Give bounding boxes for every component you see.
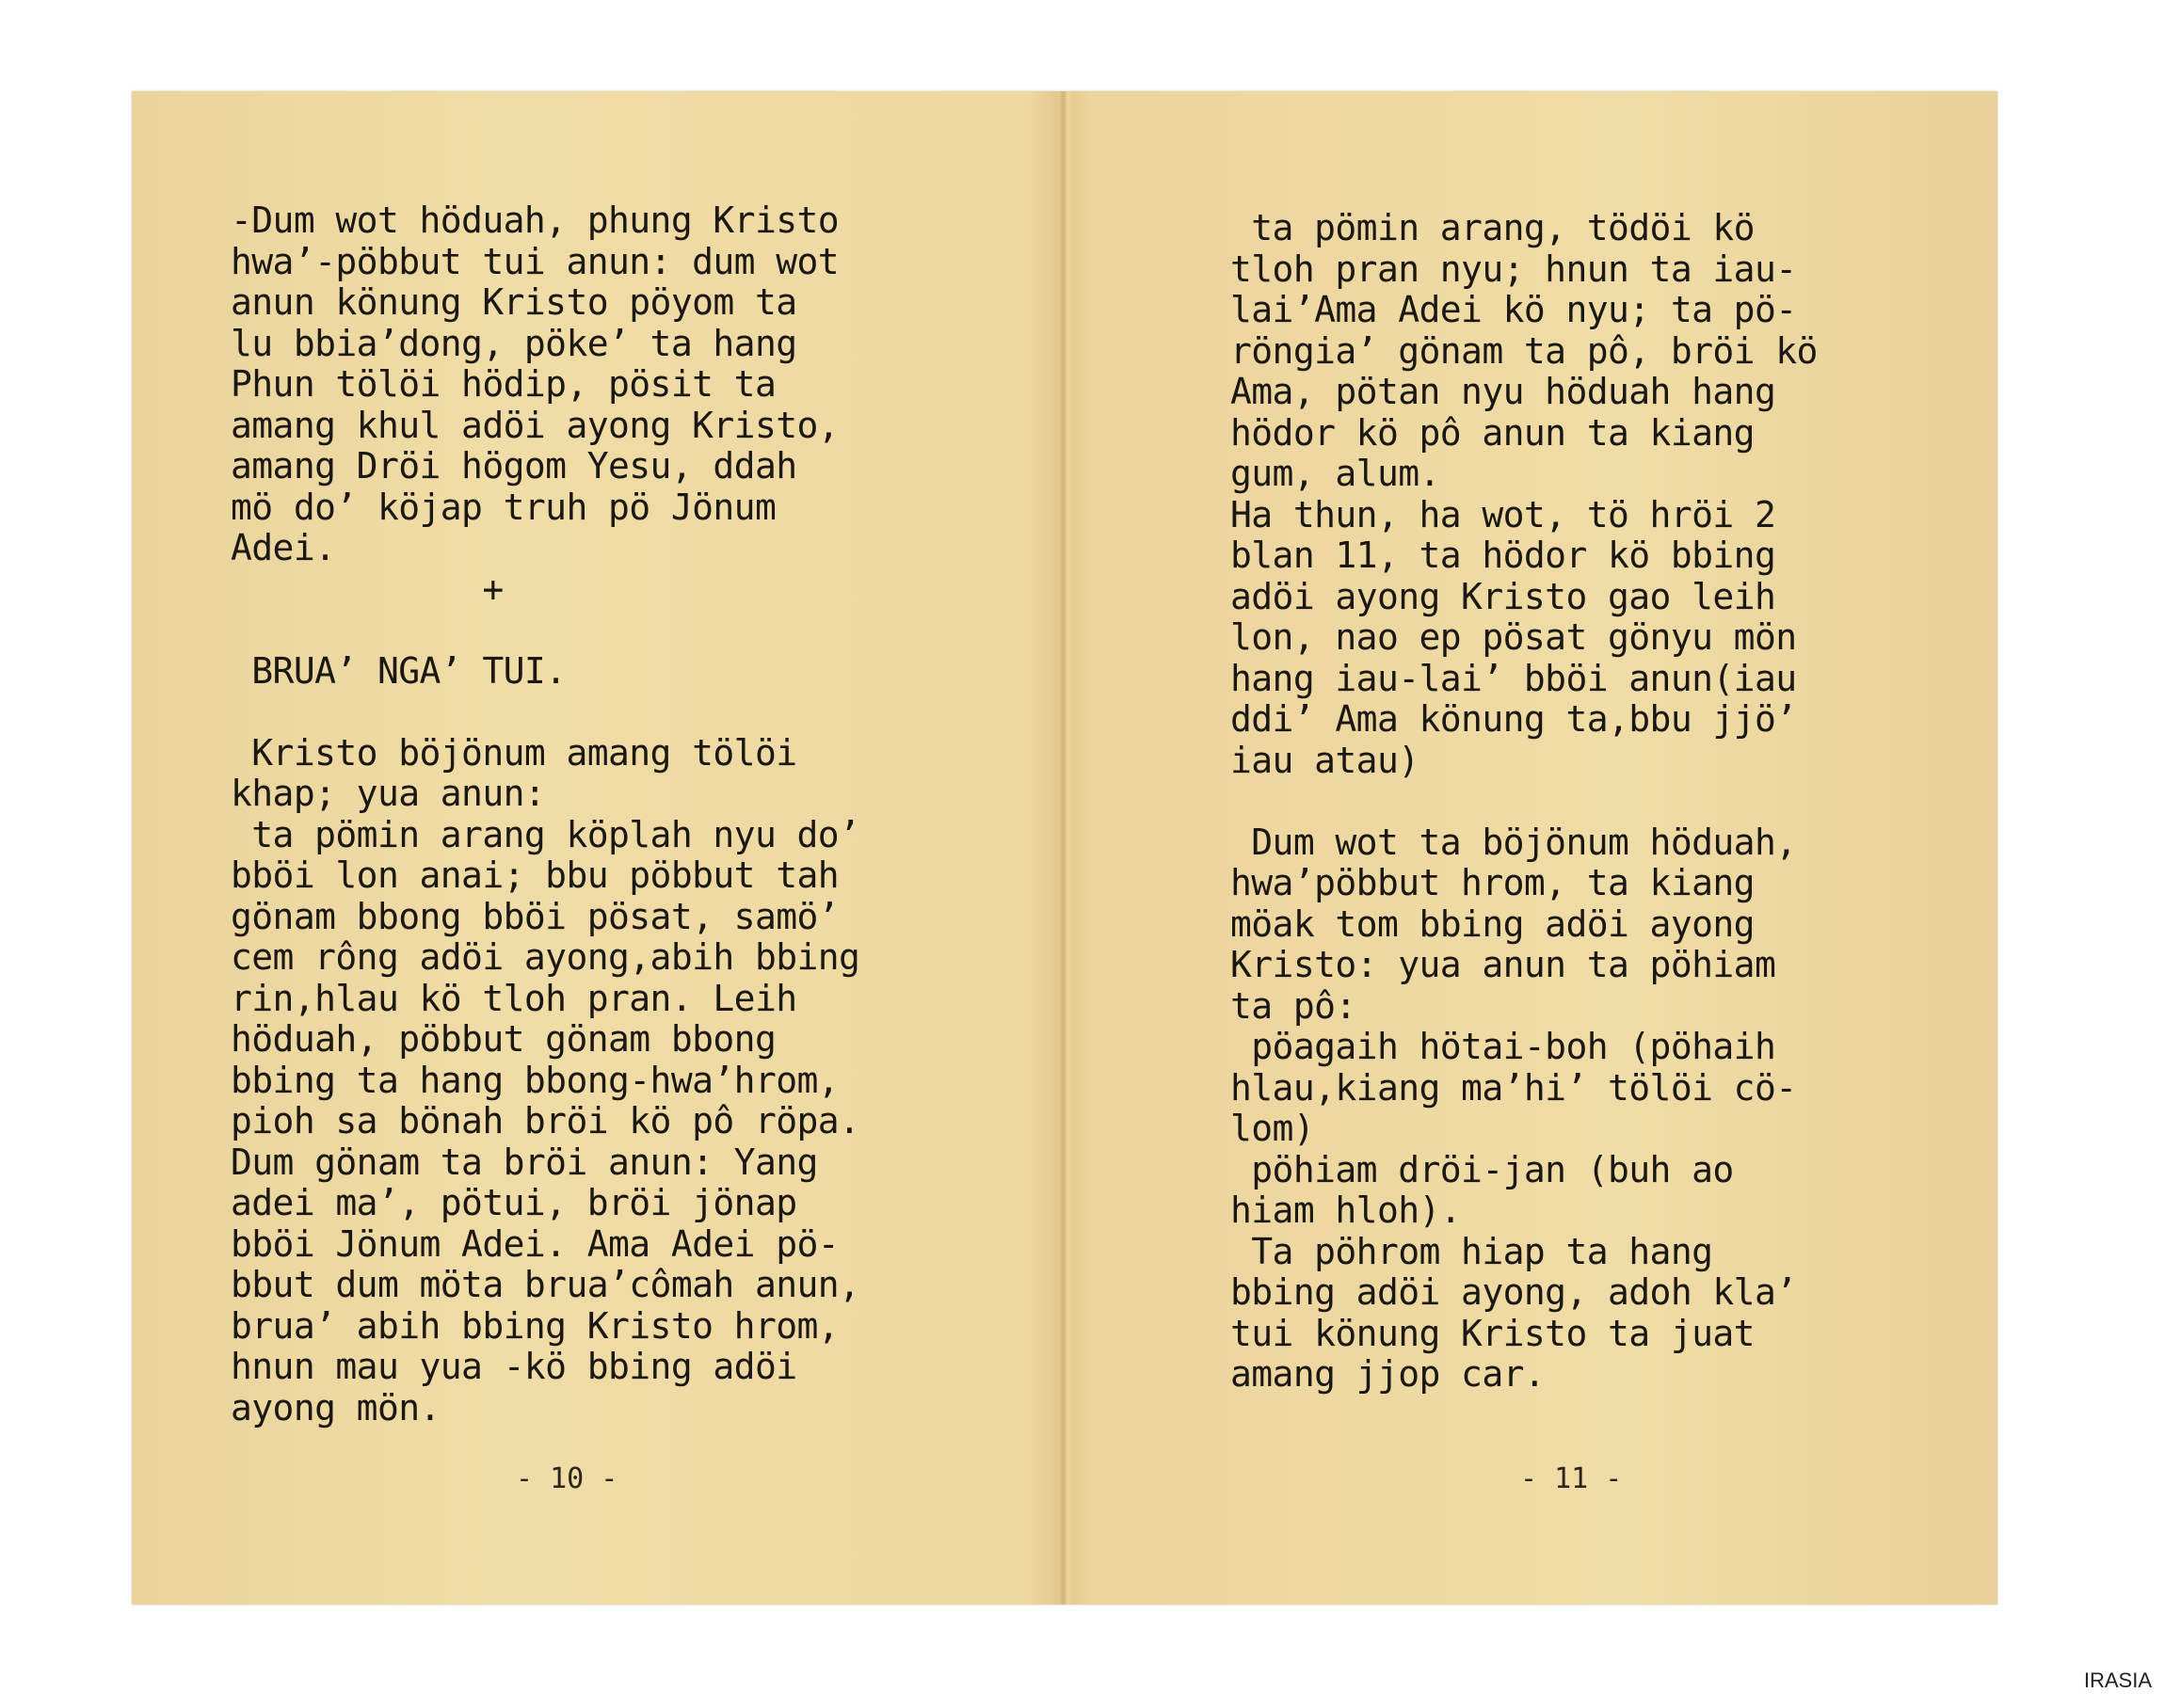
right-page-number: - 11 - [1520, 1462, 1623, 1495]
right-page [1064, 91, 1997, 1604]
left-page [132, 91, 1064, 1604]
source-watermark: IRASIA [2083, 1668, 2152, 1692]
booklet-spread [132, 91, 1997, 1604]
right-page-text: ta pömin arang, tödöi kö tloh pran nyu; hnun ta iau- lai’Ama Adei kö nyu; ta pö- röngia’ gönam ta pô, bröi kö Ama, pötan nyu höduah hang hödor kö pô anun ta kiang gum, alum. Ha thun, ha wot, tö hröi 2 blan 11, ta hödor kö bbing adöi ayong Kristo gao leih lon, nao ep pösat gönyu mön hang iau-lai’ bböi anun(iau ddi’ Ama könung ta,bbu jjö’ iau atau) Dum wot ta böjönum höduah, hwa’pöbbut hrom, ta kiang möak tom bbing adöi ayong Kristo: yua anun ta pöhiam ta pô: pöagaih hötai-boh (pöhaih hlau,kiang ma’hi’ tölöi cö- lom) pöhiam dröi-jan (buh ao hiam hloh). Ta pöhrom hiap ta hang bbing adöi ayong, adoh kla’ tui könung Kristo ta juat amang jjop car. [1230, 207, 1818, 1395]
left-page-number: - 10 - [516, 1462, 618, 1495]
left-page-text: -Dum wot höduah, phung Kristo hwa’-pöbbut tui anun: dum wot anun könung Kristo pöyom ta lu bbia’dong, pöke’ ta hang Phun tölöi hödip, pösit ta amang khul adöi ayong Kristo, amang Dröi högom Yesu, ddah mö do’ köjap truh pö Jönum Adei. + BRUA’ NGA’ TUI. Kristo böjönum amang tölöi khap; yua anun: ta pömin arang köplah nyu do’ bböi lon anai; bbu pöbbut tah gönam bbong bböi pösat, samö’ cem rông adöi ayong,abih bbing rin,hlau kö tloh pran. Leih höduah, pöbbut gönam bbong bbing ta hang bbong-hwa’hrom, pioh sa bönah bröi kö pô röpa. Dum gönam ta bröi anun: Yang adei ma’, pötui, bröi jönap bböi Jönum Adei. Ama Adei pö- bbut dum möta brua’cômah anun, brua’ abih bbing Kristo hrom, hnun mau yua -kö bbing adöi ayong mön. [231, 200, 860, 1429]
